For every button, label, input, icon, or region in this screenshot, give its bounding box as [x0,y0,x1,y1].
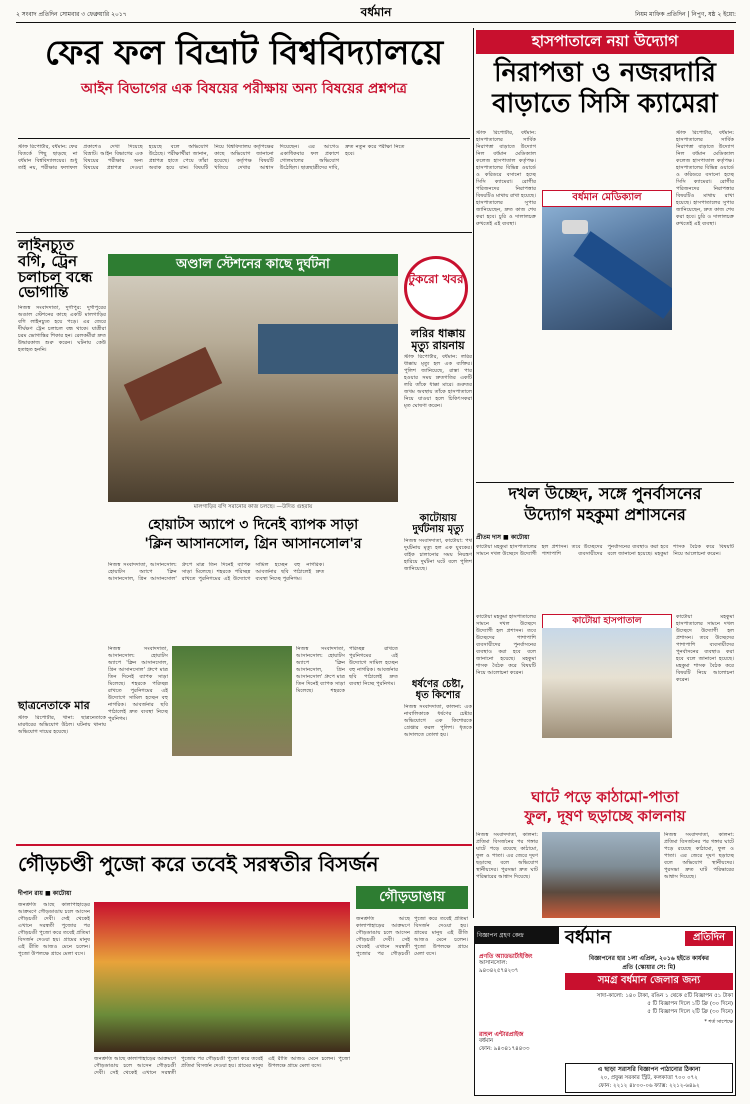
hospital-story [476,30,734,480]
kalna-body-left: নিজস্ব সংবাদদাতা, কালনা: প্রতিমা বিসর্জনের পর গঙ্গার ঘাটে পড়ে রয়েছে কাঠামো, ফুল ও পাতা। এর জেরে দূষণ ছড়াচ্ছে বলে অভিযোগ স্থানীয়দের। পুরসভা দ্রুত ঘাট পরিষ্কারের আশ্বাস দিয়েছে। [476,832,538,880]
photo-sign [573,231,672,319]
tukro-label: টুকরো খবর [408,272,464,286]
kalna-photo [542,832,660,918]
red-rule [16,844,472,846]
chhatra-body: স্টাফ রিপোর্টার, খানা: ছাত্রনেতাকে মারধরের অভিযোগ উঠল। ঘটনায় থানায় অভিযোগ দায়ের হয়েছে। [18,714,106,735]
whatsapp-headline-1: হোয়াটস অ্যাপে ৩ দিনেই ব্যাপক সাড়া [147,517,359,533]
molest-headline: ধর্ষণের চেষ্টা, ধৃত কিশোর [411,679,465,701]
eviction-photo-label: কাটোয়া হাসপাতাল [542,614,672,629]
lead-body: স্টাফ রিপোর্টার, বর্ধমান: ফের বিতর্কে পিছু ছাড়ছে না বর্ধমান বিশ্ববিদ্যালয়ের। শুধু তাই নয়, পরীক্ষার ফলাফল প্রকাশেও দেখা দিয়েছে বিভ্রাট। আইন বিভাগের এক বিষয়ের পরীক্ষায় অন্য বিষয়ের প্রশ্নপত্র দেওয়া হয়েছে বলে অভিযোগ উঠেছে। পরীক্ষার্থীরা জানান, প্রশ্নপত্র হাতে পেয়ে তাঁরা অবাক হয়ে যান। বিষয়টি নিয়ে বিশ্ববিদ্যালয় কর্তৃপক্ষের কাছে অভিযোগ জানানো হয়েছে। কর্তৃপক্ষ বিষয়টি খতিয়ে দেখার আশ্বাস দিয়েছেন। এর আগেও একাধিকবার ফল প্রকাশে গোলমালের অভিযোগ উঠেছিল। ছাত্রছাত্রীদের দাবি, দ্রুত নতুন করে পরীক্ষা নিতে হবে। [18,144,405,171]
page-header [16,6,736,22]
train-photo [108,254,398,502]
molest-story [404,680,472,790]
gour-body-left: জনশ্রুতি আছে কালাপাহাড়ের আক্রমণে গৌড়ডাঙায় চলে আসেন গৌড়চণ্ডী দেবী। সেই থেকেই এখানে সরস্বতী পুজোর পর গৌড়চণ্ডী পুজো করে তবেই প্রতিমা বিসর্জন দেওয়া হয়। গ্রামের মানুষ এই রীতি আজও মেনে চলেন। পুজো উপলক্ষে গ্রামে মেলা বসে। [18,902,90,957]
katwa-death-body: নিজস্ব সংবাদদাতা, কাটোয়া: পথ দুর্ঘটনায় মৃত্যু হল এক যুবকের। বাইক চালানোর সময় নিয়ন্ত্রণ হারিয়ে দুর্ঘটনা ঘটে বলে পুলিশ জানিয়েছে। [404,538,472,572]
ad-rate-line1: বিজ্ঞাপনের হার ১লা এপ্রিল, ২০১৬ হইতে কার্যকর [589,955,709,962]
ad-brand: প্রতিদিন [685,931,733,946]
kalna-story [476,790,734,920]
chhatra-headline: ছাত্রনেতাকে মার [18,699,90,712]
whatsapp-body-1: নিজস্ব সংবাদদাতা, আসানসোল: হোয়াটস অ্যাপে 'ক্লিন আসানসোল, গ্রিন আসানসোল' গ্রুপে মাত্র তিন দিনেই ব্যাপক সাড়া মিলেছে। শহরকে পরিচ্ছন্ন রাখতে পুরনিগমের এই উদ্যোগে সামিল হচ্ছেন বহু নাগরিক। আবর্জনার ছবি পাঠালেই দ্রুত ব্যবস্থা নিচ্ছে পুরনিগম। [108,562,325,582]
ad-agent2-place: বর্ধমান [479,1038,494,1044]
katwa-death-story [404,514,472,674]
gour-body-right: জনশ্রুতি আছে কালাপাহাড়ের আক্রমণে গৌড়ডাঙায় চলে আসেন গৌড়চণ্ডী দেবী। সেই থেকেই এখানে সরস্বতী পুজোর পর গৌড়চণ্ডী পুজো করে তবেই প্রতিমা বিসর্জন দেওয়া হয়। গ্রামের মানুষ এই রীতি আজও মেনে চলেন। পুজো উপলক্ষে গ্রামে মেলা বসে। [356,916,468,957]
ad-agent2: রাহুল এন্টারপ্রাইজ [479,1031,524,1038]
ad-rate3: ৫ টি বিজ্ঞাপন দিলে ২টি ফ্রি (৩০ দিনে) [647,1009,733,1015]
ad-rate1: সাদা-কালো: ১৪০ টাকা, রঙিন ১ থেকে ৫টি বিজ্ঞাপন ৫১ টাকা [596,993,733,999]
ad-phones: ফোন: ২২১২ ৪৮০০-০৬ ফ্যাক্স: ২২১২-৬৪৯২ [598,1083,700,1089]
eviction-headline-2: উদ্যোগ মহকুমা প্রশাসনের [524,504,686,524]
whatsapp-body-2: নিজস্ব সংবাদদাতা, আসানসোল: হোয়াটস অ্যাপে 'ক্লিন আসানসোল, গ্রিন আসানসোল' গ্রুপে মাত্র তিন দিনেই ব্যাপক সাড়া মিলেছে। শহরকে পরিচ্ছন্ন রাখতে পুরনিগমের এই উদ্যোগে সামিল হচ্ছেন বহু নাগরিক। আবর্জনার ছবি পাঠালেই দ্রুত ব্যবস্থা নিচ্ছে পুরনিগম। [108,646,168,722]
lead-story [18,30,470,230]
gour-story [18,854,468,1098]
gour-body-bottom: জনশ্রুতি আছে কালাপাহাড়ের আক্রমণে গৌড়ডাঙায় চলে আসেন গৌড়চণ্ডী দেবী। সেই থেকেই এখানে সরস্বতী পুজোর পর গৌড়চণ্ডী পুজো করে তবেই প্রতিমা বিসর্জন দেওয়া হয়। গ্রামের মানুষ এই রীতি আজও মেনে চলেন। পুজো উপলক্ষে গ্রামে মেলা বসে। [94,1056,350,1076]
photo-cctv [562,220,588,234]
eviction-body-1: কাটোয়া মহকুমা হাসপাতালের সামনে দখল উচ্ছেদে উদ্যোগী হল প্রশাসন। তবে উচ্ছেদের পাশাপাশি ব্যবসায়ীদের পুনর্বাসনের ব্যবস্থাও করা হবে বলে জানানো হয়েছে। মহকুমা শাসক বৈঠক করে বিষয়টি নিয়ে আলোচনা করেন। [476,544,734,557]
eviction-photo [542,628,672,738]
ad-rate-line2: প্রতি (স্কোয়ার সে: মি) [622,964,676,971]
ad-agent1: প্রণতি অ্যাডভার্টাইজিং [479,953,533,960]
ad-address-box [565,1063,733,1093]
train-body: নিজস্ব সংবাদদাতা, দুর্গাপুর: দুর্গাপুরের অণ্ডাল স্টেশনের কাছে একটি মালগাড়ির বগি লাইনচ্যুত হয়ে পড়ে। এর জেরে দীর্ঘক্ষণ ট্রেন চলাচল বন্ধ থাকে। যাত্রীরা চরম ভোগান্তির শিকার হন। রেলকর্মীরা দ্রুত উদ্ধারকাজ শুরু করেন। ঘটনায় কেউ হতাহত হননি। [18,305,106,353]
gour-badge: গৌড়ডাঙায় [356,886,468,909]
ad-box [474,926,736,1096]
ad-agent1-phone: ৯৪৩৪২৫৭৪২৩৭ [479,968,519,974]
mid-rule [16,232,472,233]
whatsapp-headline-2: 'ক্লিন আসানসোল, গ্রিন আসানসোল'র [144,535,362,552]
header-section: বর্ধমান [360,5,392,19]
ad-address: ২০, প্রফুল্ল সরকার স্ট্রিট, কলকাতা ৭০০ ০৭২ [600,1075,698,1081]
lorry-body: স্টাফ রিপোর্টার, বর্ধমান: লরির ধাক্কায় মৃত্যু হল এক ব্যক্তির। পুলিশ জানিয়েছে, রাস্তা পার হওয়ার সময় দ্রুতগতির একটি লরি তাঁকে ধাক্কা মারে। গুরুতর জখম অবস্থায় তাঁকে হাসপাতালে নিয়ে যাওয়া হলে চিকিৎসকরা মৃত ঘোষণা করেন। [404,354,472,410]
ad-left-head: বিজ্ঞাপন গ্রহণ কেন্দ্র [475,927,559,944]
train-caption: মালগাড়ির বগি সরানোর কাজ চলছে। —উদিত গুহরায় [193,504,313,510]
lead-headline: ফের ফল বিভ্রাট বিশ্ববিদ্যালয়ে [44,33,444,73]
header-right: নিয়ম মাফিক প্রতিদিন | নিপুণ, ষষ্ঠ ২ ইয়ো: [635,11,736,18]
kalna-headline-2: ফুল, দূষণ ছড়াচ্ছে কালনায় [524,806,686,825]
ad-agent2-phone: ফোন: ৯৪৩৪১৭৪৪৩৩ [479,1046,530,1052]
lead-divider [18,138,470,139]
ad-rate2: ৫ টি বিজ্ঞাপন দিলে ১টি ফ্রি (৩০ দিনে) [647,1001,733,1007]
train-photo-block [108,254,398,516]
header-rule [16,22,736,23]
derailed-wagon [124,347,222,421]
train-story [18,238,106,488]
hospital-body-left: স্টাফ রিপোর্টার, বর্ধমান: হাসপাতালের সার্বিক নিরাপত্তা বাড়াতে উদ্যোগ নিল বর্ধমান মেডিক্যাল কলেজ হাসপাতাল কর্তৃপক্ষ। হাসপাতালের বিভিন্ন ওয়ার্ডে ও করিডরে বসানো হচ্ছে সিসি ক্যামেরা। রোগীর পরিজনদের নিরাপত্তার বিষয়টিও মাথায় রাখা হয়েছে। হাসপাতালের সুপার জানিয়েছেন, দ্রুত কাজ শেষ করা হবে। চুরি ও দালালচক্র রুখতেই এই ব্যবস্থা। [476,130,536,227]
gour-photo [94,902,350,1052]
lorry-headline: লরির ধাক্কায় মৃত্যু রায়নায় [410,327,466,352]
eviction-headline-1: দখল উচ্ছেদ, সঙ্গে পুনর্বাসনের [508,484,702,503]
gour-byline: দীপান রায় ■ কাটোয়া [18,890,72,897]
katwa-death-headline: কাটোয়ায় দুর্ঘটনায় মৃত্যু [412,513,464,535]
lorry-story [404,328,472,508]
hospital-headline-2: বাড়াতে সিসি ক্যামেরা [492,89,718,120]
whatsapp-photo [172,646,292,756]
eviction-body-3: কাটোয়া মহকুমা হাসপাতালের সামনে দখল উচ্ছেদে উদ্যোগী হল প্রশাসন। তবে উচ্ছেদের পাশাপাশি ব্যবসায়ীদের পুনর্বাসনের ব্যবস্থাও করা হবে বলে জানানো হয়েছে। মহকুমা শাসক বৈঠক করে বিষয়টি নিয়ে আলোচনা করেন। [676,614,734,683]
hospital-body-right: স্টাফ রিপোর্টার, বর্ধমান: হাসপাতালের সার্বিক নিরাপত্তা বাড়াতে উদ্যোগ নিল বর্ধমান মেডিক্যাল কলেজ হাসপাতাল কর্তৃপক্ষ। হাসপাতালের বিভিন্ন ওয়ার্ডে ও করিডরে বসানো হচ্ছে সিসি ক্যামেরা। রোগীর পরিজনদের নিরাপত্তার বিষয়টিও মাথায় রাখা হয়েছে। হাসপাতালের সুপার জানিয়েছেন, দ্রুত কাজ শেষ করা হবে। চুরি ও দালালচক্র রুখতেই এই ব্যবস্থা। [676,130,734,227]
train-banner: অণ্ডাল স্টেশনের কাছে দুর্ঘটনা [108,254,398,276]
hospital-kicker: হাসপাতালে নয়া উদ্যোগ [476,30,734,54]
hospital-headline-1: নিরাপত্তা ও নজরদারি [494,57,716,88]
col-rule-1 [473,28,474,918]
lead-subhead: আইন বিভাগের এক বিষয়ের পরীক্ষায় অন্য বিষয়ের প্রশ্নপত্র [81,80,407,97]
whatsapp-story [108,518,398,790]
molest-body: নিজস্ব সংবাদদাতা, কালনা: এক নাবালিকাকে ধর্ষণের চেষ্টার অভিযোগে এক কিশোরকে গ্রেপ্তার করল পুলিশ। ধৃতকে আদালতে তোলা হয়। [404,704,472,738]
tukro-badge [404,256,468,320]
ad-title: বর্ধমান [565,927,612,948]
ad-note: * শর্ত সাপেক্ষে [704,1019,733,1025]
eviction-top-rule [476,482,734,483]
ad-address-head: এ ছাড়া সরাসরি বিজ্ঞাপন পাঠানোর ঠিকানা [597,1066,701,1073]
hospital-photo [542,200,672,330]
header-left: ২ সংবাদ প্রতিদিন সোমবার ৩ ফেব্রুয়ারি ২০১৭ [16,11,127,18]
gour-headline: গৌড়চণ্ডী পুজো করে তবেই সরস্বতীর বিসর্জন [18,852,379,876]
train-wagon [258,324,398,374]
ad-agent1-place: আসানসোল: [479,960,508,966]
eviction-byline: প্রীতম দাস ■ কাটোয়া [476,534,530,541]
eviction-body-2: কাটোয়া মহকুমা হাসপাতালের সামনে দখল উচ্ছেদে উদ্যোগী হল প্রশাসন। তবে উচ্ছেদের পাশাপাশি ব্যবসায়ীদের পুনর্বাসনের ব্যবস্থাও করা হবে বলে জানানো হয়েছে। মহকুমা শাসক বৈঠক করে বিষয়টি নিয়ে আলোচনা করেন। [476,614,536,676]
kalna-headline-1: ঘাটে পড়ে কাঠামো-পাতা [531,788,679,806]
hospital-badge: বর্ধমান মেডিক্যাল [542,190,672,207]
chhatra-story [18,700,106,790]
kalna-body-right: নিজস্ব সংবাদদাতা, কালনা: প্রতিমা বিসর্জনের পর গঙ্গার ঘাটে পড়ে রয়েছে কাঠামো, ফুল ও পাতা। এর জেরে দূষণ ছড়াচ্ছে বলে অভিযোগ স্থানীয়দের। পুরসভা দ্রুত ঘাট পরিষ্কারের আশ্বাস দিয়েছে। [664,832,734,880]
ad-district: সমগ্র বর্ধমান জেলার জন্য [565,973,733,990]
train-headline: লাইনচ্যুত বগি, ট্রেন চলাচল বন্ধে ভোগান্তি [18,236,93,302]
whatsapp-body-3: নিজস্ব সংবাদদাতা, আসানসোল: হোয়াটস অ্যাপে 'ক্লিন আসানসোল, গ্রিন আসানসোল' গ্রুপে মাত্র তিন দিনেই ব্যাপক সাড়া মিলেছে। শহরকে পরিচ্ছন্ন রাখতে পুরনিগমের এই উদ্যোগে সামিল হচ্ছেন বহু নাগরিক। আবর্জনার ছবি পাঠালেই দ্রুত ব্যবস্থা নিচ্ছে পুরনিগম। [296,646,398,694]
eviction-story [476,486,734,786]
